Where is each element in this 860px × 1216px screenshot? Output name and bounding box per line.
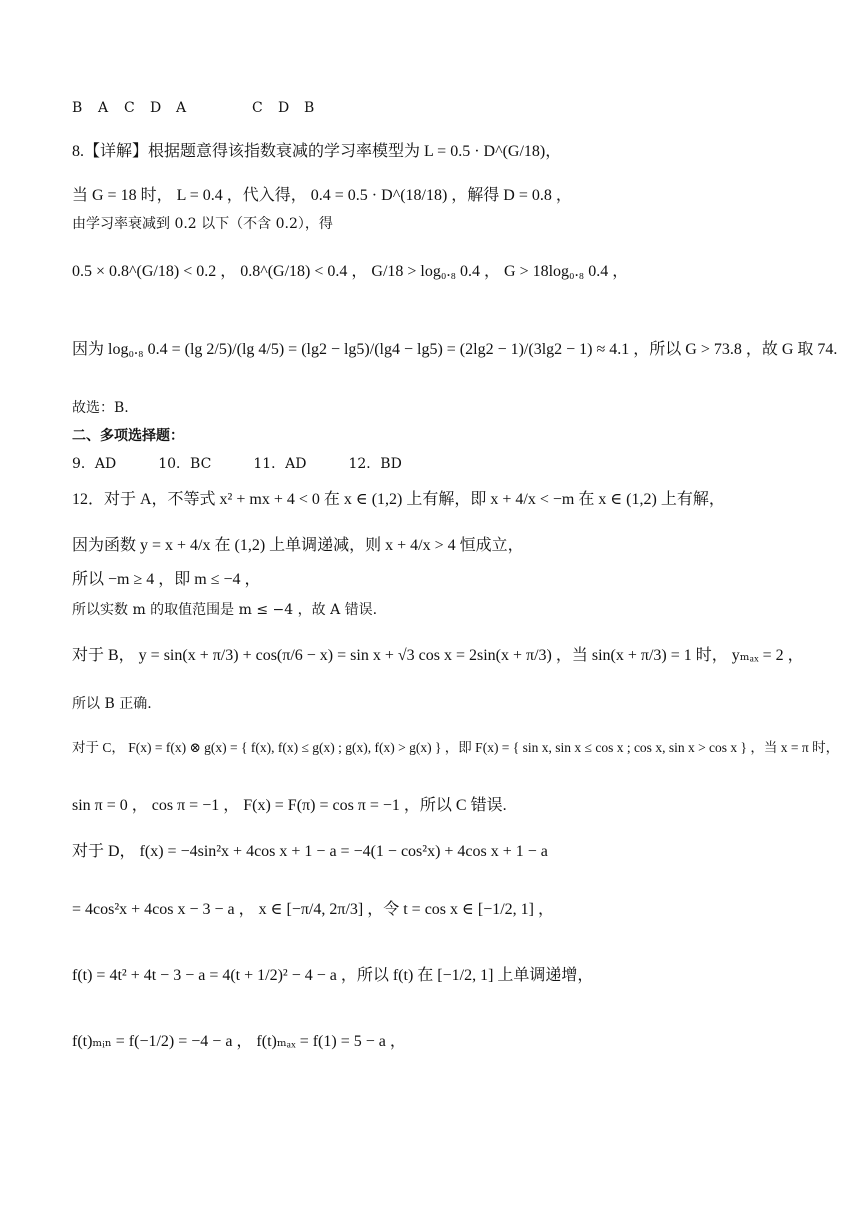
q8-line-2: 当 G = 18 时， L = 0.4 ，代入得， 0.4 = 0.5 · D^(18/18) ，解得 D = 0.8 ，: [72, 187, 572, 204]
q12-line-2: 因为函数 y = x + 4/x 在 (1,2) 上单调递减，则 x + 4/x > 4 恒成立，: [72, 537, 524, 554]
q12-line-11: f(t) = 4t² + 4t − 3 − a = 4(t + 1/2)² − 4 − a ，所以 f(t) 在 [−1/2, 1] 上单调递增，: [72, 967, 594, 984]
answer-6: C: [252, 100, 263, 116]
q12-line-12: f(t)ₘᵢₙ = f(−1/2) = −4 − a ， f(t)ₘₐₓ = f(1) = 5 − a ，: [72, 1033, 406, 1050]
q12-line-4: 所以实数 m 的取值范围是 m ≤ −4 ，故 A 错误.: [72, 602, 378, 618]
answer-8: B: [304, 100, 315, 116]
q12-line-8: sin π = 0 ， cos π = −1 ， F(x) = F(π) = cos π = −1 ，所以 C 错误.: [72, 797, 507, 814]
q12-line-3: 所以 −m ≥ 4 ，即 m ≤ −4 ，: [72, 571, 261, 588]
q12-line-9: 对于 D， f(x) = −4sin²x + 4cos x + 1 − a = −4(1 − cos²x) + 4cos x + 1 − a: [72, 843, 548, 860]
q8-line-6: 故选：B.: [72, 400, 129, 416]
q8-line-3: 由学习率衰减到 0.2 以下（不含 0.2），得: [72, 216, 333, 232]
answer-7: D: [278, 100, 290, 116]
q8-line-4: 0.5 × 0.8^(G/18) < 0.2 ， 0.8^(G/18) < 0.4 ， G/18 > log₀.₈ 0.4 ， G > 18log₀.₈ 0.4 ，: [72, 263, 629, 280]
answer-3: C: [124, 100, 135, 116]
q12-line-10: = 4cos²x + 4cos x − 3 − a ， x ∈ [−π/4, 2π/3] ，令 t = cos x ∈ [−1/2, 1] ，: [72, 901, 554, 918]
q12-line-5: 对于 B， y = sin(x + π/3) + cos(π/6 − x) = sin x + √3 cos x = 2sin(x + π/3) ，当 sin(x + π/3) = 1 时， yₘₐₓ = 2 ，: [72, 647, 804, 664]
answers-row: [72, 98, 314, 118]
answer-4: D: [150, 100, 162, 116]
answer-5: A: [176, 100, 187, 116]
answer-2: A: [98, 100, 109, 116]
q8-line-5: 因为 log₀.₈ 0.4 = (lg 2/5)/(lg 4/5) = (lg2 − lg5)/(lg4 − lg5) = (2lg2 − 1)/(3lg2 − 1) ≈ 4.1 ，所以 G > 73.8 ，故 G 取 74.: [72, 341, 838, 358]
section-2-answers: 9．AD 10．BC 11．AD 12．BD: [72, 456, 402, 472]
section-2-title: 二、多项选择题：: [72, 428, 184, 444]
answer-1: B: [72, 100, 83, 116]
q12-line-6: 所以 B 正确.: [72, 696, 152, 712]
q12-line-1: 12．对于 A，不等式 x² + mx + 4 < 0 在 x ∈ (1,2) 上有解，即 x + 4/x < −m 在 x ∈ (1,2) 上有解，: [72, 491, 725, 508]
q12-line-7: 对于 C， F(x) = f(x) ⊗ g(x) = { f(x), f(x) ≤ g(x) ; g(x), f(x) > g(x) } ，即 F(x) = { sin x, sin x ≤ cos x ; cos x, sin x > cos x } ，当 x = π 时，: [72, 740, 840, 755]
q8-line-1: 8.【详解】根据题意得该指数衰减的学习率模型为 L = 0.5 · D^(G/18)，: [72, 143, 562, 160]
